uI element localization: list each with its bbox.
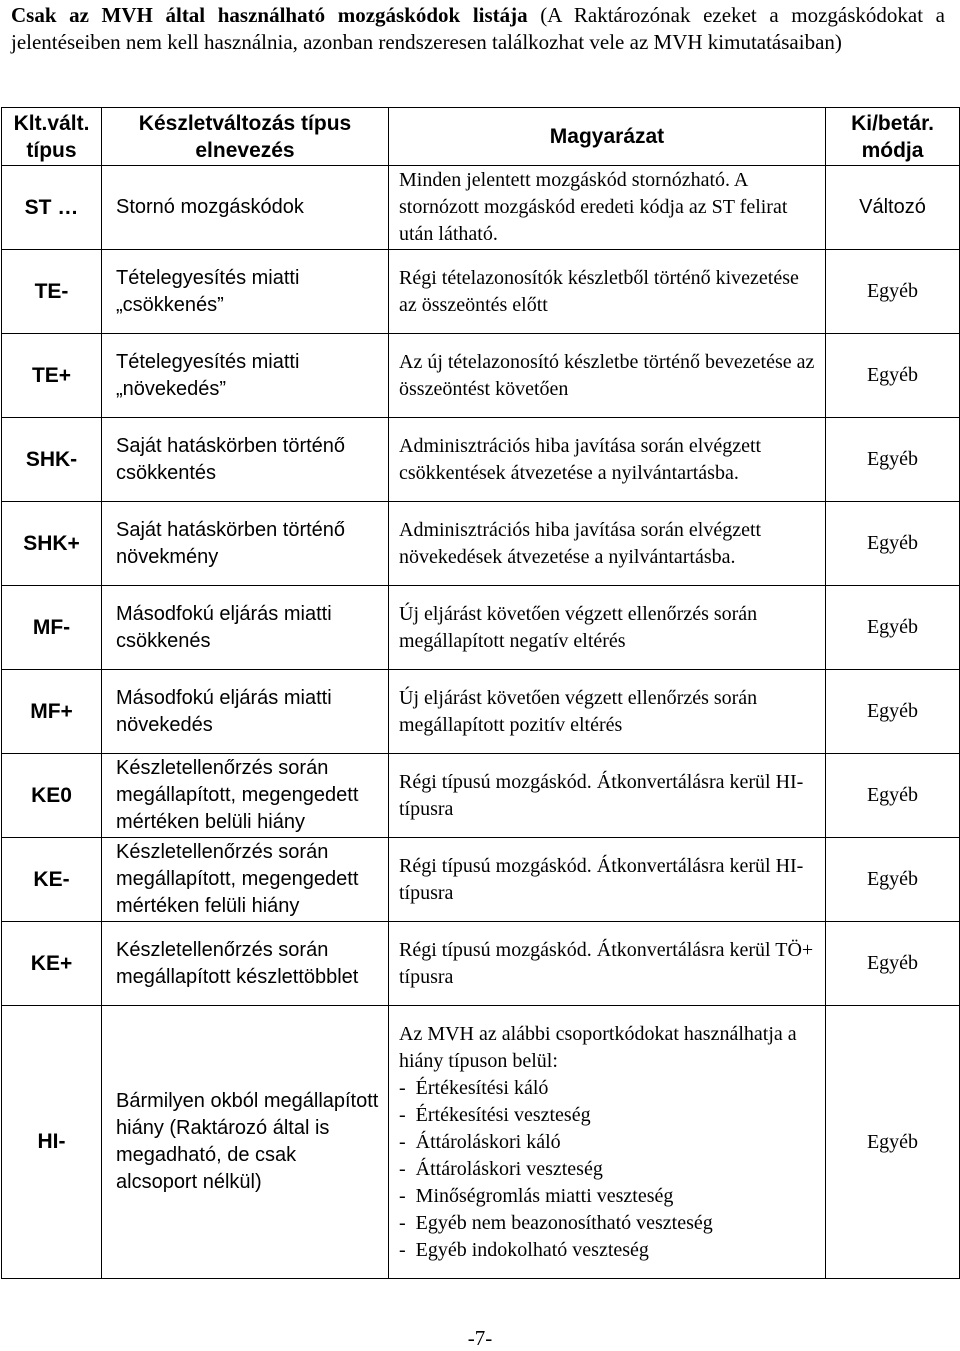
change-type-name: Készletellenőrzés során megállapított, megengedett mértéken belüli hiány [102, 754, 389, 838]
list-item: - Áttároláskori káló [399, 1130, 561, 1153]
explanation: Régi tételazonosítók készletből történő kivezetése az összeöntés előtt [389, 250, 826, 334]
change-type-name: Másodfokú eljárás miatti csökkenés [102, 586, 389, 670]
in-out-mode: Változó [826, 166, 960, 250]
movement-code: TE- [2, 250, 102, 334]
intro-note: (A Raktározónak ezeket a mozgáskódokat a jelentéseiben nem kell használnia, azonban rendszeresen találkozhat vele az MVH kimutatásaiban) [11, 3, 945, 54]
table-row [2, 838, 960, 922]
explanation: Az új tételazonosító készletbe történő bevezetése az összeöntést követően [389, 334, 826, 418]
header-mode: Ki/betár. módja [826, 108, 960, 166]
in-out-mode: Egyéb [826, 922, 960, 1006]
explanation: Minden jelentett mozgáskód stornózható. A stornózott mozgáskód eredeti kódja az ST felirat után látható. [389, 166, 826, 250]
table-row [2, 1006, 960, 1279]
in-out-mode: Egyéb [826, 838, 960, 922]
explanation: Régi típusú mozgáskód. Átkonvertálásra kerül TÖ+ típusra [389, 922, 826, 1006]
explanation: Adminisztrációs hiba javítása során elvégzett növekedések átvezetése a nyilvántartásba. [389, 502, 826, 586]
table-row [2, 754, 960, 838]
list-item: - Értékesítési káló [399, 1076, 549, 1099]
explanation: Új eljárást követően végzett ellenőrzés során megállapított pozitív eltérés [389, 670, 826, 754]
change-type-name: Stornó mozgáskódok [102, 166, 389, 250]
movement-code-table [1, 107, 960, 1279]
movement-code: SHK+ [2, 502, 102, 586]
page-number: -7- [467, 1326, 493, 1350]
change-type-name: Bármilyen okból megállapított hiány (Raktározó által is megadható, de csak alcsoport nélkül) [102, 1006, 389, 1279]
header-explanation: Magyarázat [389, 108, 826, 166]
explanation: Új eljárást követően végzett ellenőrzés során megállapított negatív eltérés [389, 586, 826, 670]
table-row [2, 670, 960, 754]
table-row [2, 166, 960, 250]
group-code-list [399, 1075, 819, 1264]
group-code-intro: Az MVH az alábbi csoportkódokat használhatja a hiány típuson belül: [399, 1022, 797, 1072]
explanation: Régi típusú mozgáskód. Átkonvertálásra kerül HI- típusra [389, 754, 826, 838]
table-body [2, 166, 960, 1279]
in-out-mode: Egyéb [826, 670, 960, 754]
movement-code: TE+ [2, 334, 102, 418]
movement-code: MF+ [2, 670, 102, 754]
change-type-name: Saját hatáskörben történő csökkentés [102, 418, 389, 502]
explanation: Adminisztrációs hiba javítása során elvégzett csökkentések átvezetése a nyilvántartásba. [389, 418, 826, 502]
movement-code: SHK- [2, 418, 102, 502]
in-out-mode: Egyéb [826, 250, 960, 334]
intro-title: Csak az MVH által használható mozgáskódok listája [11, 3, 528, 27]
table-row [2, 250, 960, 334]
movement-code: HI- [2, 1006, 102, 1279]
movement-code: KE+ [2, 922, 102, 1006]
in-out-mode: Egyéb [826, 586, 960, 670]
intro-paragraph [11, 2, 945, 56]
movement-code: ST … [2, 166, 102, 250]
in-out-mode: Egyéb [826, 1006, 960, 1279]
list-item: - Egyéb indokolható veszteség [399, 1238, 649, 1261]
header-name: Készletváltozás típus elnevezés [102, 108, 389, 166]
table-row [2, 586, 960, 670]
movement-code: KE0 [2, 754, 102, 838]
list-item: - Egyéb nem beazonosítható veszteség [399, 1211, 713, 1234]
change-type-name: Tételegyesítés miatti „csökkenés” [102, 250, 389, 334]
in-out-mode: Egyéb [826, 502, 960, 586]
movement-code: KE- [2, 838, 102, 922]
table-header-row [2, 108, 960, 166]
list-item: - Áttároláskori veszteség [399, 1157, 603, 1180]
explanation [389, 1006, 826, 1279]
list-item: - Minőségromlás miatti veszteség [399, 1184, 674, 1207]
in-out-mode: Egyéb [826, 418, 960, 502]
change-type-name: Tételegyesítés miatti „növekedés” [102, 334, 389, 418]
movement-code: MF- [2, 586, 102, 670]
table-row [2, 922, 960, 1006]
table-row [2, 502, 960, 586]
table-row [2, 418, 960, 502]
header-type: Klt.vált. típus [2, 108, 102, 166]
explanation: Régi típusú mozgáskód. Átkonvertálásra kerül HI- típusra [389, 838, 826, 922]
in-out-mode: Egyéb [826, 754, 960, 838]
change-type-name: Készletellenőrzés során megállapított, megengedett mértéken felüli hiány [102, 838, 389, 922]
table-row [2, 334, 960, 418]
change-type-name: Készletellenőrzés során megállapított készlettöbblet [102, 922, 389, 1006]
change-type-name: Másodfokú eljárás miatti növekedés [102, 670, 389, 754]
change-type-name: Saját hatáskörben történő növekmény [102, 502, 389, 586]
in-out-mode: Egyéb [826, 334, 960, 418]
list-item: - Értékesítési veszteség [399, 1103, 591, 1126]
